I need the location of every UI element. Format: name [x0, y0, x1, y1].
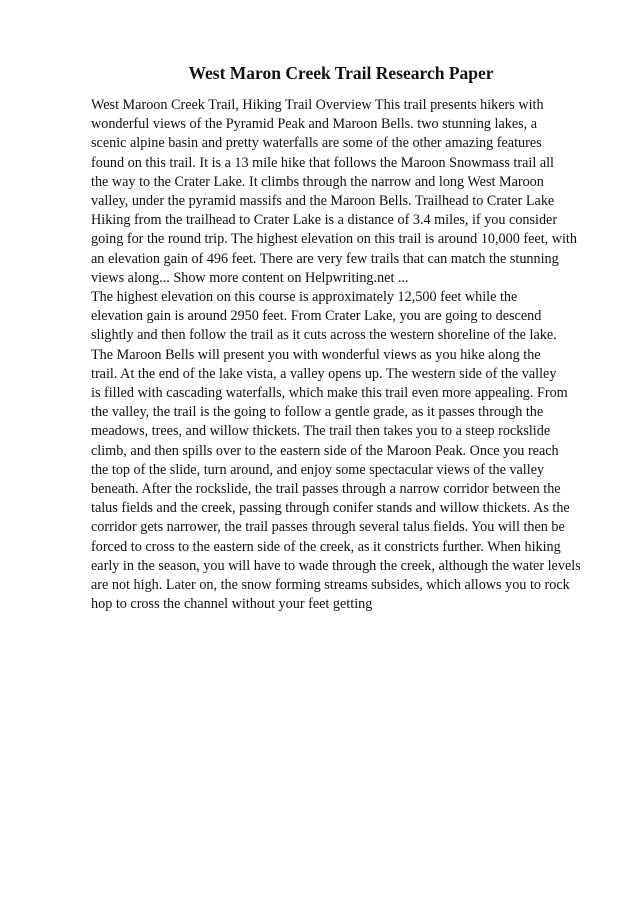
body-line: is filled with cascading waterfalls, which make this trail even more appealing. From: [91, 385, 568, 402]
body-line: meadows, trees, and willow thickets. The trail then takes you to a steep rockslide: [91, 423, 551, 440]
document-title: West Maron Creek Trail Research Paper: [188, 63, 494, 83]
body-line: trail. At the end of the lake vista, a valley opens up. The western side of the valley: [91, 365, 557, 382]
body-line: slightly and then follow the trail as it cuts across the western shoreline of the lake.: [91, 327, 557, 344]
body-line: views along... Show more content on Helpwriting.net ...: [91, 269, 409, 286]
body-line: found on this trail. It is a 13 mile hike that follows the Maroon Snowmass trail all: [91, 154, 554, 171]
body-line: the way to the Crater Lake. It climbs through the narrow and long West Maroon: [91, 173, 544, 190]
body-line: valley, under the pyramid massifs and the Maroon Bells. Trailhead to Crater Lake: [91, 193, 555, 210]
body-line: hop to cross the channel without your feet getting: [91, 596, 373, 613]
body-line: are not high. Later on, the snow forming streams subsides, which allows you to rock: [91, 577, 570, 594]
body-line: elevation gain is around 2950 feet. From Crater Lake, you are going to descend: [91, 308, 542, 325]
body-line: an elevation gain of 496 feet. There are very few trails that can match the stunning: [91, 250, 559, 267]
body-line: beneath. After the rockslide, the trail passes through a narrow corridor between the: [91, 481, 561, 498]
body-line: scenic alpine basin and pretty waterfalls are some of the other amazing features: [91, 135, 542, 152]
document-body: [91, 96, 611, 614]
body-line: climb, and then spills over to the eastern side of the Maroon Peak. Once you reach: [91, 442, 559, 459]
body-line: going for the round trip. The highest elevation on this trail is around 10,000 feet, with: [91, 231, 577, 248]
body-line: West Maroon Creek Trail, Hiking Trail Overview This trail presents hikers with: [91, 97, 544, 113]
body-line: the top of the slide, turn around, and enjoy some spectacular views of the valley: [91, 461, 545, 478]
body-line: talus fields and the creek, passing through conifer stands and willow thickets. As the: [91, 500, 570, 517]
body-line: corridor gets narrower, the trail passes through several talus fields. You will then be: [91, 519, 565, 536]
body-line: the valley, the trail is the going to follow a gentle grade, as it passes through the: [91, 404, 544, 421]
body-line: wonderful views of the Pyramid Peak and Maroon Bells. two stunning lakes, a: [91, 116, 538, 133]
body-line: early in the season, you will have to wade through the creek, although the water levels: [91, 557, 581, 574]
body-line: The highest elevation on this course is approximately 12,500 feet while the: [91, 289, 518, 306]
body-line: Hiking from the trailhead to Crater Lake is a distance of 3.4 miles, if you consider: [91, 212, 558, 229]
body-line: The Maroon Bells will present you with wonderful views as you hike along the: [91, 346, 541, 363]
body-line: forced to cross to the eastern side of the creek, as it constricts further. When hiking: [91, 538, 561, 555]
